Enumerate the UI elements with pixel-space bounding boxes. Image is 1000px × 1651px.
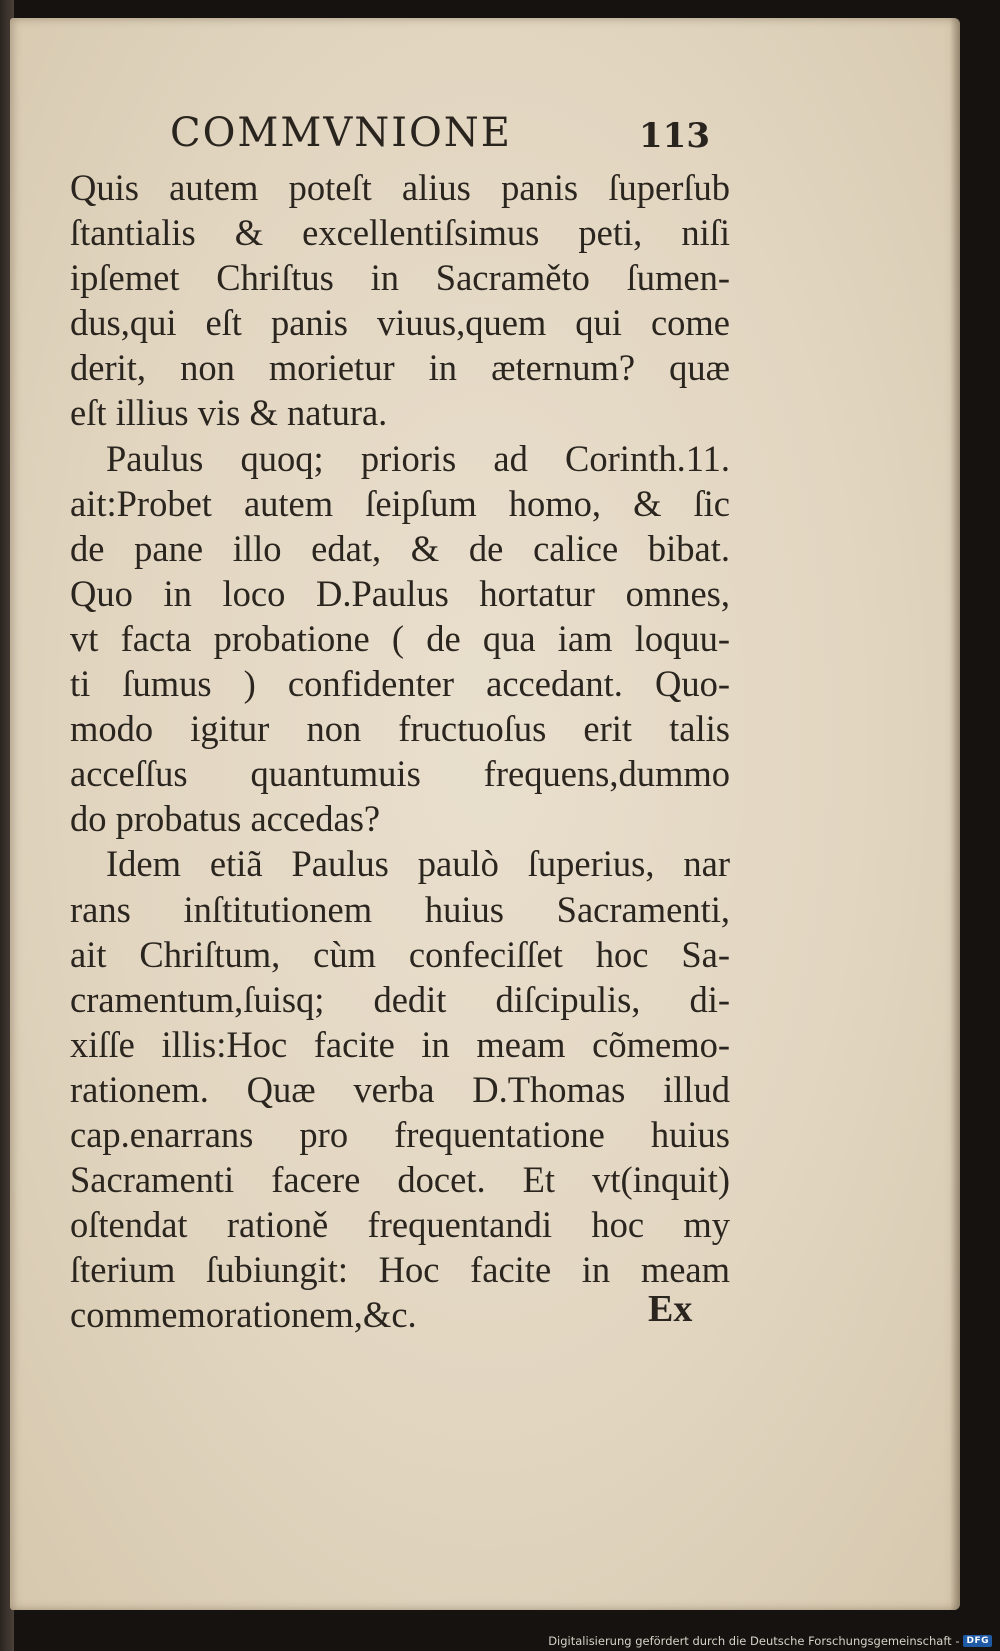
dfg-logo-icon: DFG	[963, 1635, 992, 1647]
text-line: eſt illius vis & natura.	[70, 392, 388, 434]
text-line: ipſemet Chriſtus in Sacraměto ſumen-	[70, 257, 730, 299]
text-line: ſtantialis & excellentiſsimus peti, niſi	[70, 212, 730, 254]
text-line: rans inſtitutionem huius Sacramenti,	[70, 888, 730, 930]
text-line: cramentum,ſuisq; dedit diſcipulis, di-	[70, 978, 730, 1020]
text-line: derit, non morietur in æternum? quæ	[70, 347, 730, 389]
text-line: de pane illo edat, & de calice bibat.	[70, 527, 730, 569]
page-header	[170, 110, 710, 170]
credit-text: Digitalisierung gefördert durch die Deutsche Forschungsgemeinschaft -	[548, 1634, 960, 1648]
text-line: ti ſumus ) confidenter accedant. Quo-	[70, 663, 730, 705]
text-line: modo igitur non fructuoſus erit talis	[70, 708, 730, 750]
text-line: vt facta probatione ( de qua iam loquu-	[70, 617, 730, 659]
text-line: acceſſus quantumuis frequens,dummo	[70, 753, 730, 795]
text-line: Paulus quoq; prioris ad Corinth.11.	[106, 437, 730, 479]
text-line: cap.enarrans pro frequentatione huius	[70, 1113, 730, 1155]
text-line: oſtendat rationě frequentandi hoc my	[70, 1204, 730, 1246]
text-line: xiſſe illis:Hoc facite in meam cõmemo-	[70, 1023, 730, 1065]
text-line: Quo in loco D.Paulus hortatur omnes,	[70, 572, 730, 614]
digitization-credit	[548, 1634, 992, 1648]
text-line: Quis autem poteſt alius panis ſuperſub	[70, 167, 730, 208]
running-head: COMMVNIONE	[170, 110, 512, 156]
body-text	[70, 165, 730, 1337]
text-line: dus,qui eſt panis viuus,quem qui come	[70, 302, 730, 344]
page-edge	[950, 18, 960, 1610]
text-line: Sacramenti facere docet. Et vt(inquit)	[70, 1159, 730, 1201]
text-line: ait Chriſtum, cùm confeciſſet hoc Sa-	[70, 933, 730, 975]
text-line: do probatus accedas?	[70, 798, 381, 840]
catchword: Ex	[648, 1288, 693, 1330]
text-line: Idem etiã Paulus paulò ſuperius, nar	[106, 843, 730, 885]
text-line: commemorationem,&c.	[70, 1294, 417, 1336]
text-line: ait:Probet autem ſeipſum homo, & ſic	[70, 482, 730, 524]
text-line: rationem. Quæ verba D.Thomas illud	[70, 1068, 730, 1110]
page-number: 113	[639, 116, 710, 156]
text-line: ſterium ſubiungit: Hoc facite in meam	[70, 1249, 730, 1291]
